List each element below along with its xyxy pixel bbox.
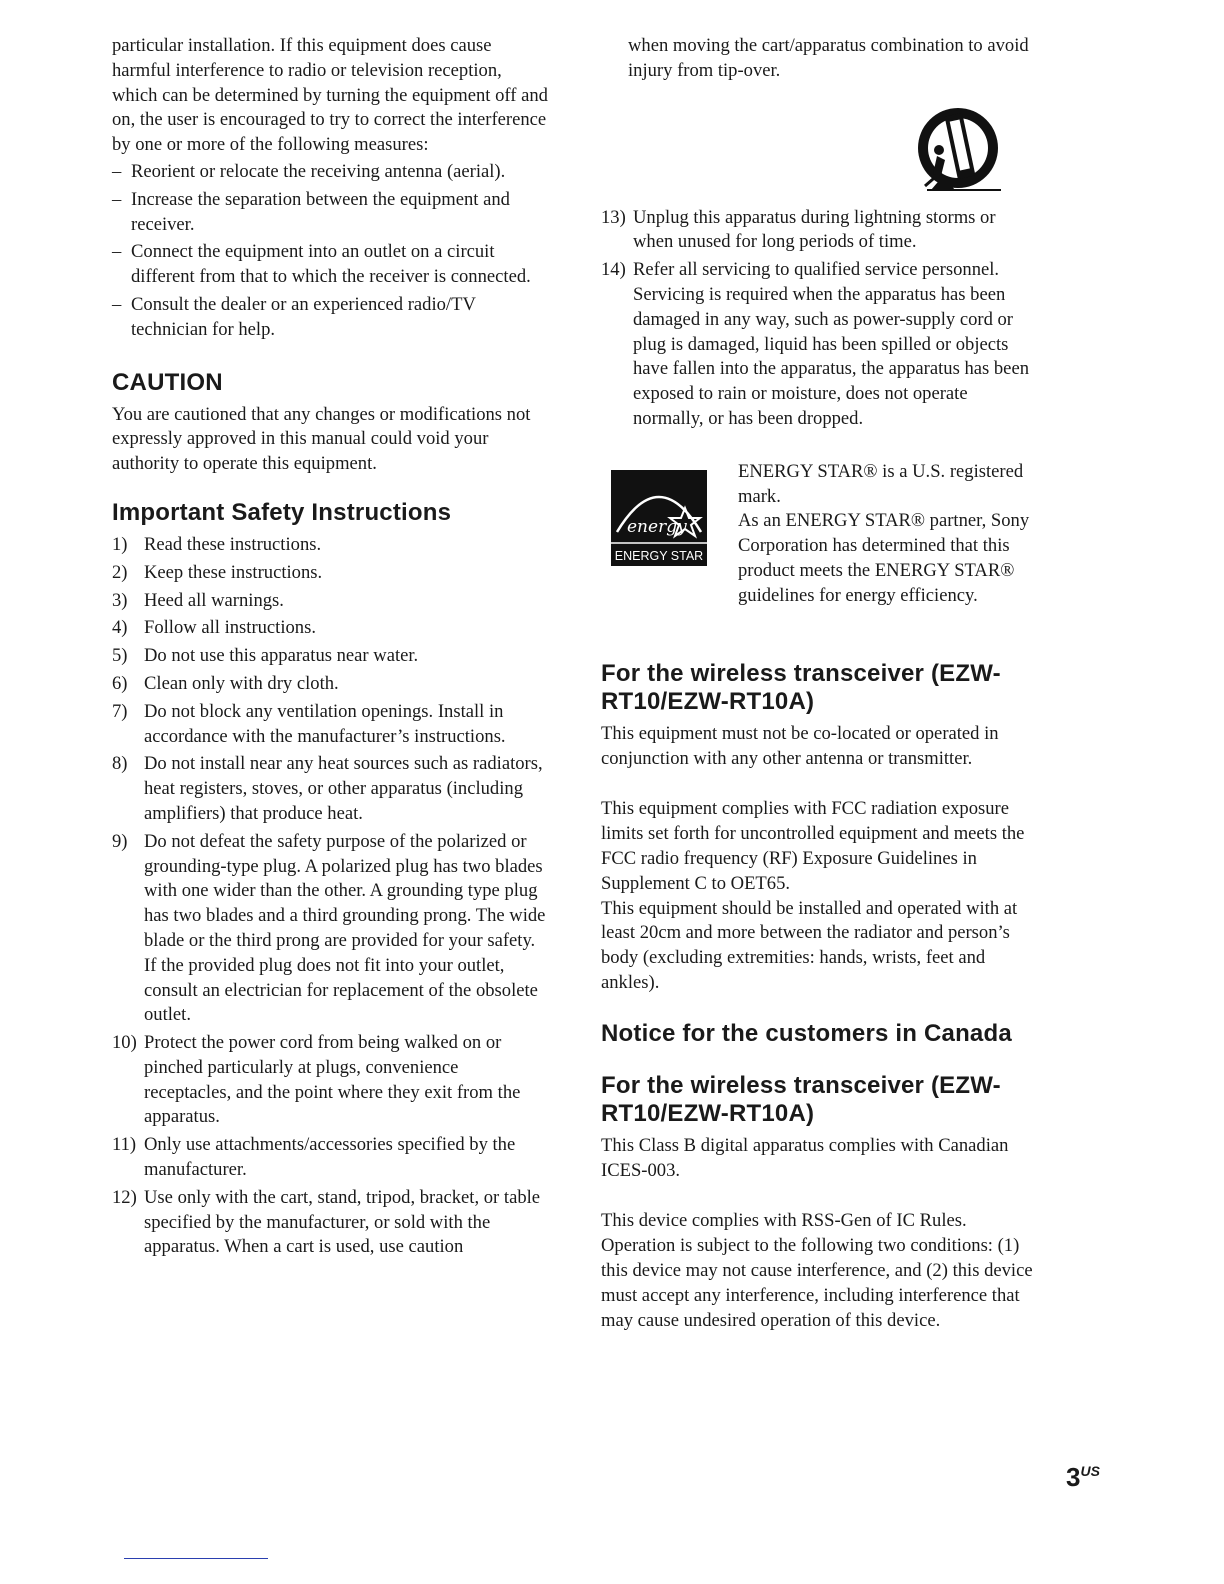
- instruction-text: Follow all instructions.: [144, 617, 316, 639]
- ices-paragraph: This Class B digital apparatus complies with Canadian ICES-003.: [601, 1134, 1009, 1181]
- instruction-number: 5): [112, 645, 128, 667]
- instruction-item: [112, 589, 550, 614]
- energy-star-registered: ENERGY STAR® is a U.S. registered mark.: [738, 460, 1024, 507]
- instruction-number: 14): [601, 259, 626, 281]
- instruction-number: 7): [112, 700, 128, 722]
- instruction-number: 2): [112, 561, 128, 583]
- measure-item: – Consult the dealer or an experienced radio/TV technician for help.: [112, 293, 550, 343]
- instruction-text: Protect the power cord from being walked on or pinched particularly at plugs, convenience receptacles, and the point where they exit from the apparatus.: [144, 1032, 521, 1128]
- page-number-value: 3: [1066, 1462, 1081, 1492]
- energy-star-partner: As an ENERGY STAR® partner, Sony Corporation has determined that this product meets the ENERGY STAR® guidelines for energy efficiency.: [738, 510, 1030, 606]
- instruction-number: 13): [601, 206, 626, 228]
- energy-logo-label: ENERGY STAR: [614, 548, 704, 563]
- page-number: [1066, 1462, 1100, 1493]
- instruction-number: 12): [112, 1186, 137, 1208]
- rss-gen-paragraph: This device complies with RSS-Gen of IC Rules. Operation is subject to the following two conditions: (1) this device may not cause interference, and (2) this device must accept any interference, including interference that may cause undesired operation of this device.: [601, 1210, 1033, 1331]
- caution-paragraph: You are cautioned that any changes or modifications not expressly approved in this manual could void your authority to operate this equipment.: [112, 403, 531, 475]
- instruction-continuation: when moving the cart/apparatus combination to avoid injury from tip-over.: [628, 35, 1029, 81]
- instruction-number: 9): [112, 830, 128, 852]
- instruction-item: [112, 644, 550, 669]
- right-column: [601, 34, 1039, 1333]
- cart-warning-figure: [601, 106, 1039, 196]
- energy-logo-script: energy: [627, 516, 687, 537]
- instruction-text: Keep these instructions.: [144, 561, 323, 583]
- interference-measures-list: [112, 160, 550, 343]
- bottom-rule: [124, 1558, 268, 1559]
- instruction-item: [112, 672, 550, 697]
- instruction-item: [112, 830, 550, 1028]
- instruction-number: 11): [112, 1134, 137, 1156]
- instruction-text: Do not defeat the safety purpose of the polarized or grounding-type plug. A polarized plug has two blades with one wider than the other. A grounding type plug has two blades and a third grounding prong. The wide blade or the third prong are provided for your safety. If the provided plug does not fit into your outlet, consult an electrician for replacement of the obsolete outlet.: [144, 830, 546, 1026]
- instruction-item: [112, 1031, 550, 1130]
- wireless-transceiver-heading: For the wireless transceiver (EZW-RT10/EZW-RT10A): [601, 659, 1001, 715]
- instruction-number: 1): [112, 533, 128, 555]
- energy-star-logo: [611, 470, 707, 566]
- measure-item: – Connect the equipment into an outlet on a circuit different from that to which the receiver is connected.: [112, 240, 550, 290]
- fcc-distance-paragraph: This equipment should be installed and operated with at least 20cm and more between the radiator and person’s body (excluding extremities: hands, wrists, feet and ankles).: [601, 897, 1018, 993]
- page-number-suffix: US: [1080, 1463, 1100, 1479]
- instruction-item: [112, 616, 550, 641]
- instruction-item: [112, 1186, 550, 1260]
- measure-item: – Reorient or relocate the receiving antenna (aerial).: [112, 160, 550, 185]
- caution-heading: CAUTION: [112, 368, 223, 396]
- energy-star-text: [738, 460, 1038, 609]
- fcc-intro-paragraph: particular installation. If this equipment does cause harmful interference to radio or television reception, which can be determined by turning the equipment off and on, the user is encouraged to try to correct the interference by one or more of the following measures:: [112, 35, 548, 156]
- instruction-text: Heed all warnings.: [144, 589, 284, 611]
- instruction-item: [112, 533, 550, 558]
- instruction-item: [112, 752, 550, 826]
- canada-notice-heading: Notice for the customers in Canada: [601, 1019, 1012, 1047]
- instruction-number: 6): [112, 672, 128, 694]
- instruction-text: Read these instructions.: [144, 533, 322, 555]
- safety-instructions-list-continued: [601, 206, 1039, 432]
- cart-tipover-icon: [911, 106, 1011, 198]
- instruction-item: [112, 700, 550, 750]
- safety-instructions-list: [112, 533, 550, 1260]
- instruction-number: 4): [112, 617, 128, 639]
- instruction-text: Do not use this apparatus near water.: [144, 645, 419, 667]
- instruction-text: Do not install near any heat sources such as radiators, heat registers, stoves, or other apparatus (including amplifiers) that produce heat.: [144, 753, 543, 824]
- instruction-number: 8): [112, 753, 128, 775]
- wireless-transceiver-heading-canada: For the wireless transceiver (EZW-RT10/EZW-RT10A): [601, 1071, 1001, 1127]
- instruction-number: 10): [112, 1032, 137, 1054]
- instruction-text: Unplug this apparatus during lightning storms or when unused for long periods of time.: [633, 206, 996, 253]
- instruction-item: [112, 1133, 550, 1183]
- safety-instructions-heading: Important Safety Instructions: [112, 498, 452, 526]
- instruction-item: [601, 258, 1039, 432]
- left-column: [112, 34, 550, 1263]
- measure-item: – Increase the separation between the equipment and receiver.: [112, 188, 550, 238]
- energy-star-section: [601, 460, 1039, 636]
- instruction-item: [112, 561, 550, 586]
- instruction-text: Clean only with dry cloth.: [144, 672, 339, 694]
- wireless-colocation-paragraph: This equipment must not be co-located or operated in conjunction with any other antenna or transmitter.: [601, 722, 999, 769]
- instruction-text: Do not block any ventilation openings. Install in accordance with the manufacturer’s instructions.: [144, 700, 506, 747]
- instruction-text: Only use attachments/accessories specified by the manufacturer.: [144, 1134, 516, 1181]
- fcc-exposure-paragraph: This equipment complies with FCC radiation exposure limits set forth for uncontrolled equipment and meets the FCC radio frequency (RF) Exposure Guidelines in Supplement C to OET65.: [601, 798, 1025, 894]
- instruction-item: [601, 206, 1039, 256]
- instruction-text: Use only with the cart, stand, tripod, bracket, or table specified by the manufacturer, or sold with the apparatus. When a cart is used, use caution: [144, 1186, 541, 1258]
- instruction-text: Refer all servicing to qualified service personnel. Servicing is required when the apparatus has been damaged in any way, such as power-supply cord or plug is damaged, liquid has been spilled or objects have fallen into the apparatus, the apparatus has been exposed to rain or moisture, does not operate normally, or has been dropped.: [633, 259, 1029, 429]
- instruction-number: 3): [112, 589, 128, 611]
